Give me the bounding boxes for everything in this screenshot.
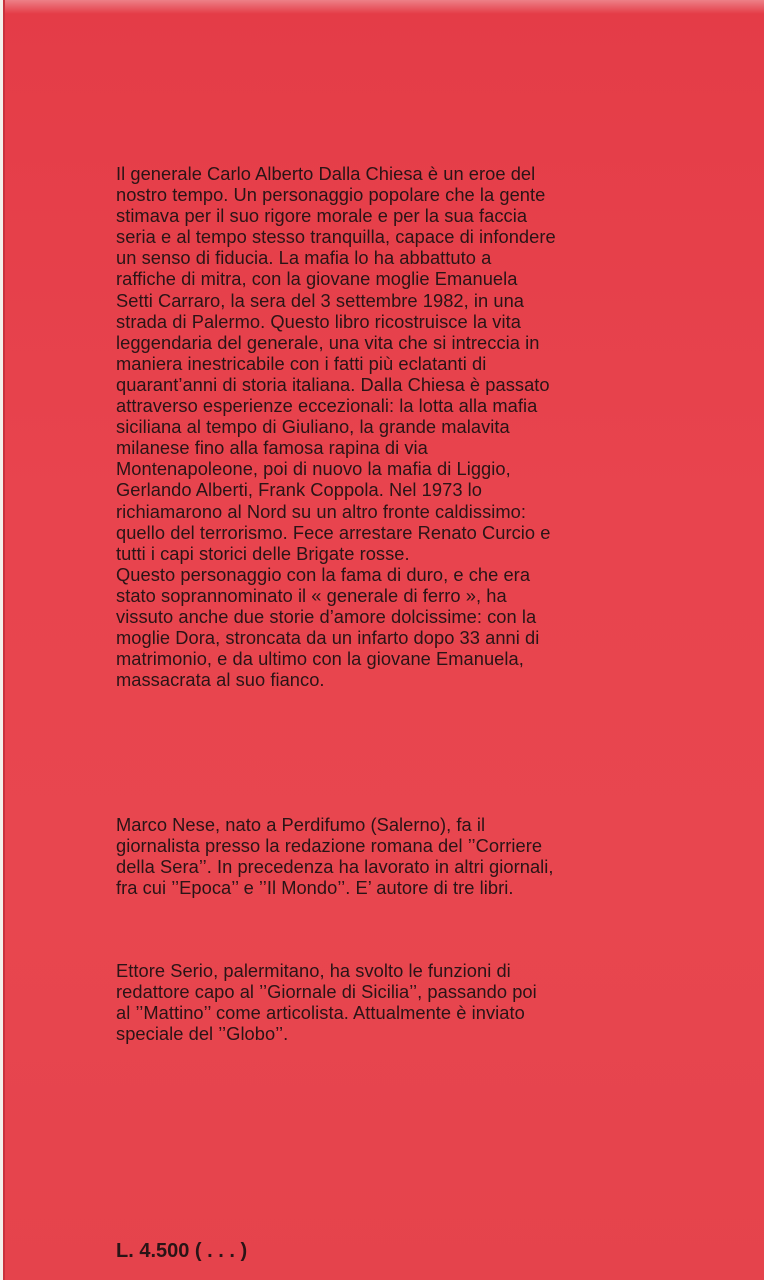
blurb-line: stato soprannominato il « generale di ferro », ha <box>116 584 507 606</box>
blurb-line: nostro tempo. Un personaggio popolare che la gente <box>116 184 546 206</box>
bio-line: speciale del ’’Globo’’. <box>116 1023 289 1045</box>
blurb-line: siciliana al tempo di Giuliano, la grande malavita <box>116 416 510 438</box>
bio-line: della Sera’’. In precedenza ha lavorato in altri giornali, <box>116 856 554 878</box>
blurb-line: Il generale Carlo Alberto Dalla Chiesa è un eroe del <box>116 163 536 184</box>
blurb-line: un senso di fiducia. La mafia lo ha abbattuto a <box>116 247 492 269</box>
blurb-line: vissuto anche due storie d’amore dolcissime: con la <box>116 605 537 627</box>
author-bio-marco-nese <box>116 814 726 898</box>
blurb-line: massacrata al suo fianco. <box>116 669 325 691</box>
price-label: L. 4.500 ( . . . ) <box>116 1240 248 1262</box>
blurb-line: quello del terrorismo. Fece arrestare Renato Curcio e <box>116 521 551 543</box>
bio-line: al ’’Mattino’’ come articolista. Attualmente è inviato <box>116 1002 525 1024</box>
blurb-line: leggendaria del generale, una vita che si intreccia in <box>116 331 540 353</box>
author-bio-ettore-serio <box>116 960 726 1044</box>
bio-line: Ettore Serio, palermitano, ha svolto le funzioni di <box>116 960 511 981</box>
blurb-line: attraverso esperienze eccezionali: la lotta alla mafia <box>116 395 538 417</box>
blurb-line: strada di Palermo. Questo libro ricostruisce la vita <box>116 310 521 332</box>
blurb-line: stimava per il suo rigore morale e per la sua faccia <box>116 205 528 227</box>
blurb-line: raffiche di mitra, con la giovane moglie Emanuela <box>116 268 518 290</box>
blurb-line: matrimonio, e da ultimo con la giovane Emanuela, <box>116 648 524 670</box>
blurb-line: Setti Carraro, la sera del 3 settembre 1982, in una <box>116 289 525 311</box>
blurb-line: maniera inestricabile con i fatti più eclatanti di <box>116 352 487 374</box>
blurb-line: seria e al tempo stesso tranquilla, capace di infondere <box>116 226 556 248</box>
cover-edge-wear <box>5 0 764 14</box>
blurb-line: Questo personaggio con la fama di duro, e che era <box>116 563 531 585</box>
blurb-line: tutti i capi storici delle Brigate rosse. <box>116 542 410 564</box>
blurb-line: Gerlando Alberti, Frank Coppola. Nel 1973 lo <box>116 479 483 501</box>
blurb-line: quarant’anni di storia italiana. Dalla Chiesa è passato <box>116 373 550 395</box>
blurb-line: milanese fino alla famosa rapina di via <box>116 437 428 459</box>
blurb-line: richiamarono al Nord su un altro fronte caldissimo: <box>116 500 526 522</box>
blurb-line: moglie Dora, stroncata da un infarto dopo 33 anni di <box>116 627 540 649</box>
book-blurb <box>116 163 726 690</box>
bio-line: fra cui ’’Epoca’’ e ’’Il Mondo’’. E’ autore di tre libri. <box>116 877 514 899</box>
bio-line: redattore capo al ’’Giornale di Sicilia’’, passando poi <box>116 981 537 1003</box>
bio-line: Marco Nese, nato a Perdifumo (Salerno), fa il <box>116 814 486 835</box>
bio-line: giornalista presso la redazione romana del ’’Corriere <box>116 835 543 857</box>
blurb-line: Montenapoleone, poi di nuovo la mafia di Liggio, <box>116 458 511 480</box>
